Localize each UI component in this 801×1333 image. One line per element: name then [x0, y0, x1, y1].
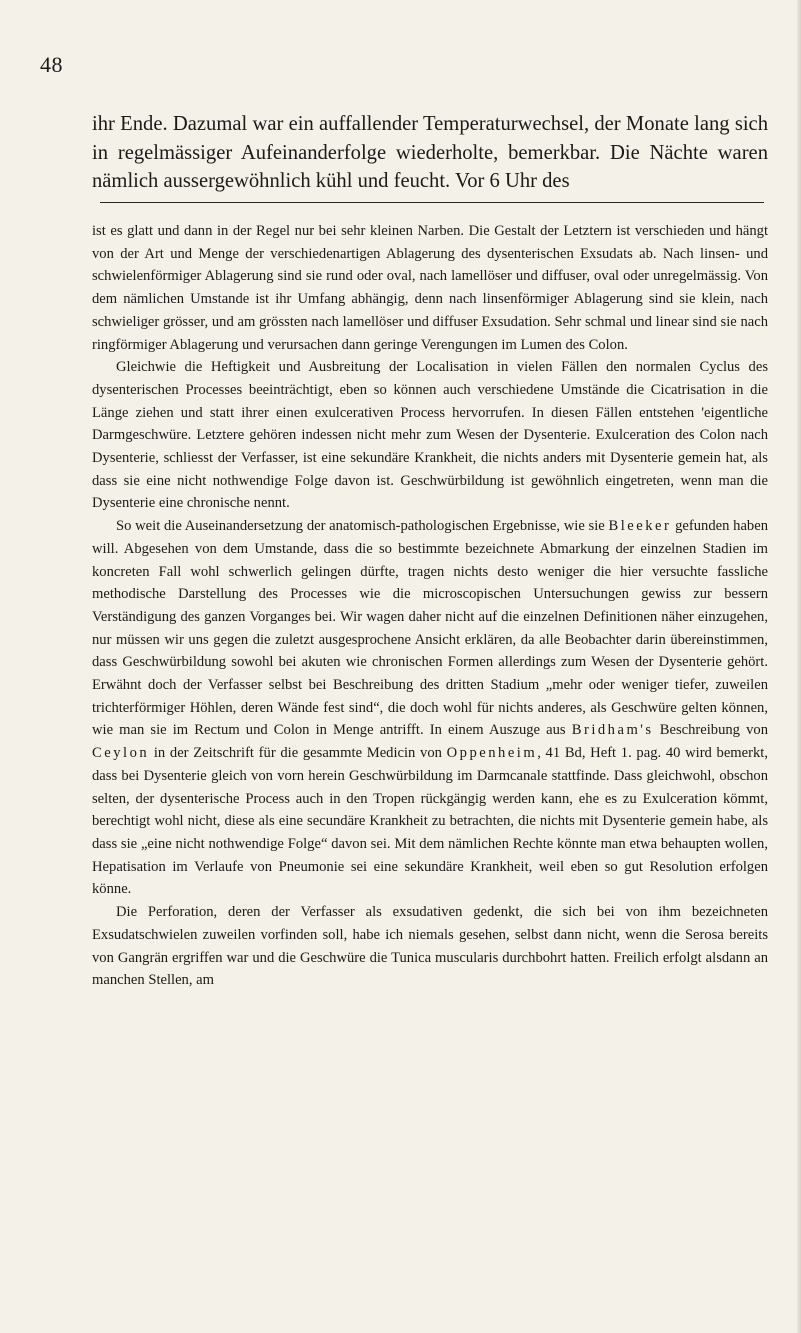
paragraph-3-part-5: , 41 Bd, Heft 1. pag. 40 wird bemerkt, dass bei Dysenterie gleich von vorn herein Geschwürbildung im Darmcanale stattfinde. Dass gleichwohl, obschon selten, der dysenterische Process auch in den Tropen rückgängig werden kann, ehe es zu Exulceration kömmt, berechtigt wohl nicht, diese als eine secundäre Krankheit zu betrachten, die nichts mit Dysenterie gemein habe, als dass sie „eine nicht nothwendige Folge“ davon sei. Mit dem nämlichen Rechte könnte man etwa behaupten wollen, Hepatisation im Verlaufe von Pneumonie sei eine sekundäre Krankheit, weil eben so gut Resolution erfolgen könne. — [92, 745, 768, 898]
footnote-paragraph-2: Gleichwie die Heftigkeit und Ausbreitung der Localisation in vielen Fällen den normalen Cyclus des dysenterischen Processes beeinträchtigt, eben so können auch verschiedene Umstände die Cicatrisation in die Länge ziehen und statt ihrer einen exulcerativen Process hervorrufen. In diesen Fällen entstehen 'eigentliche Darmgeschwüre. Letztere gehören indessen nicht mehr zum Wesen der Dysenterie. Exulceration des Colon nach Dysenterie, schliesst der Verfasser, ist eine sekundäre Krankheit, die nichts anders mit Dysenterie gemein hat, als dass sie eine nicht nothwendige Folge davon ist. Geschwürbildung ist gewöhnlich eingetreten, wenn man die Dysenterie eine chronische nennt. — [92, 359, 768, 512]
paragraph-3-part-3: Beschreibung von — [659, 722, 768, 739]
footnote-paragraph-3 — [92, 515, 768, 901]
author-name-bridham: Bridham's — [571, 722, 654, 739]
paragraph-3-part-4: in der Zeitschrift für die gesammte Medicin von — [153, 745, 442, 762]
footnote-paragraph-4: Die Perforation, deren der Verfasser als exsudativen gedenkt, die sich bei von ihm bezeichneten Exsudatschwielen zuweilen vorfinden soll, habe ich niemals gesehen, selbst dann nicht, wenn die Serosa bereits von Gangrän ergriffen war und die Geschwüre die Tunica muscularis durchbohrt hatten. Freilich erfolgt alsdann an manchen Stellen, am — [92, 904, 768, 989]
page-number: 48 — [40, 52, 63, 77]
author-name-oppenheim: Oppenheim — [446, 745, 538, 762]
footnote-divider — [100, 202, 764, 203]
author-name-bleeker: Bleeker — [608, 518, 672, 535]
footnote-block — [92, 220, 768, 992]
place-name-ceylon: Ceylon — [92, 745, 150, 762]
page-edge-shadow — [797, 0, 801, 1333]
main-text-block — [92, 110, 768, 196]
main-paragraph: ihr Ende. Dazumal war ein auffallender Temperaturwechsel, der Monate lang sich in regelmässiger Aufeinanderfolge wiederholte, bemerkbar. Die Nächte waren nämlich aussergewöhnlich kühl und feucht. Vor 6 Uhr des — [92, 113, 768, 192]
paragraph-3-part-1: So weit die Auseinandersetzung der anatomisch-pathologischen Ergebnisse, wie sie — [116, 518, 605, 535]
paragraph-3-part-2: gefunden haben will. Abgesehen von dem Umstande, dass die so bestimmte bezeichnete Abmarkung der einzelnen Stadien im koncreten Fall wohl schwerlich gelingen dürfte, tragen nichts desto weniger die hier versuchte fassliche methodische Darstellung des Processes wie die microscopischen Untersuchungen gewiss zur bessern Verständigung des ganzen Vorganges bei. Wir wagen daher nicht auf die einzelnen Definitionen näher einzugehen, nur müssen wir uns gegen die zuletzt ausgesprochene Ansicht erklären, da alle Beobachter darin übereinstimmen, dass Geschwürbildung sowohl bei akuten wie chronischen Formen allerdings zum Wesen der Dysenterie gehört. Erwähnt doch der Verfasser selbst bei Beschreibung des dritten Stadium „mehr oder weniger tiefer, zuweilen trichterförmiger Höhlen, deren Wände fest sind“, die doch wohl für nichts anderes, als Geschwüre gelten können, wie man sie im Rectum und Colon in Menge antrifft. In einem Auszuge aus — [92, 518, 769, 739]
footnote-paragraph-1: ist es glatt und dann in der Regel nur bei sehr kleinen Narben. Die Gestalt der Letztern ist verschieden und hängt von der Art und Menge der verschiedenartigen Ablagerung des dysenterischen Exsudats ab. Nach linsen- und schwielenförmiger Ablagerung sind sie rund oder oval, nach lamellöser und diffuser, oval oder unregelmässig. Von dem nämlichen Umstande ist ihr Umfang abhängig, denn nach linsenförmiger Ablagerung sind sie klein, nach schwieliger grösser, und am grössten nach lamellöser und diffuser Exsudation. Sehr schmal und linear sind sie nach ringförmiger Ablagerung und verursachen dann geringe Verengungen im Lumen des Colon. — [92, 223, 768, 353]
